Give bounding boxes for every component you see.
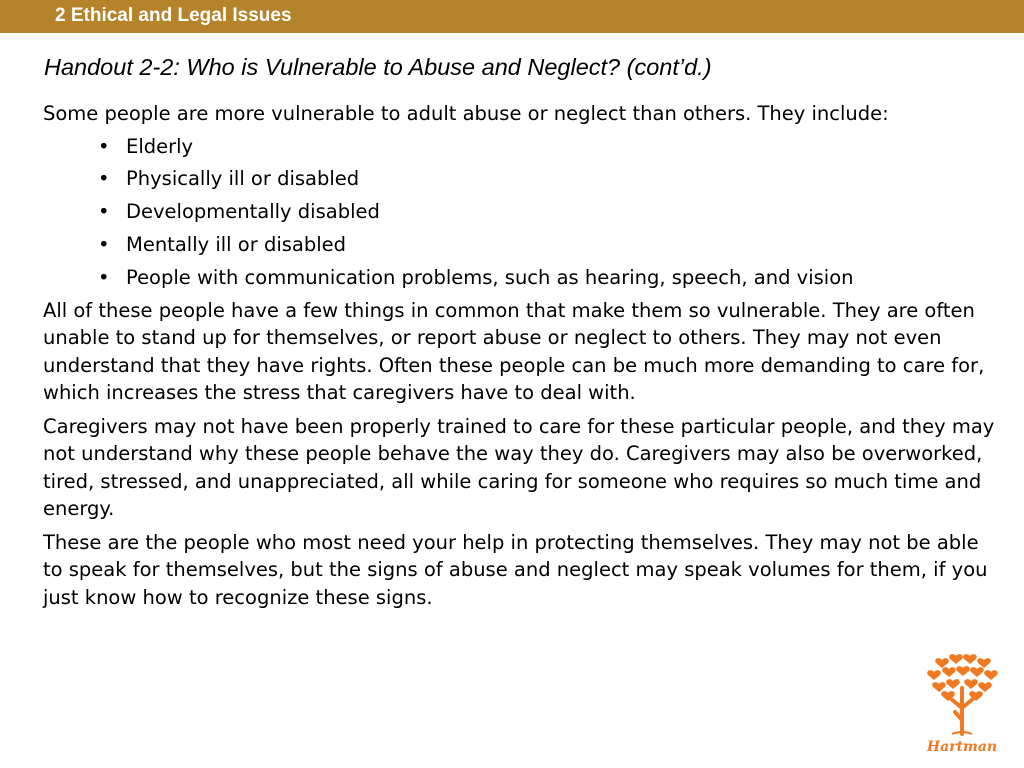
vulnerable-groups-list — [43, 133, 998, 292]
bullet-icon: • — [98, 200, 110, 224]
bullet-icon: • — [98, 266, 110, 290]
bullet-icon: • — [98, 167, 110, 191]
section-header-bar — [0, 0, 1024, 33]
section-title: 2 Ethical and Legal Issues — [55, 5, 292, 26]
hartman-logo — [922, 652, 1002, 756]
list-item — [43, 133, 998, 161]
logo-text: Hartman — [926, 739, 998, 755]
handout-body — [43, 100, 998, 611]
list-item-text: Elderly — [126, 134, 194, 158]
body-paragraph: These are the people who most need your help in protecting themselves. They may not be able to speak for themselves, but the signs of abuse and neglect may speak volumes for them, if you just know how to recognize these signs. — [43, 530, 988, 609]
bullet-icon: • — [98, 134, 110, 158]
intro-paragraph: Some people are more vulnerable to adult abuse or neglect than others. They include: — [43, 102, 889, 125]
list-item-text: Physically ill or disabled — [126, 167, 360, 191]
list-item — [43, 231, 998, 259]
body-paragraph: All of these people have a few things in common that make them so vulnerable. They are often unable to stand up for themselves, or report abuse or neglect to others. They may not even understand that they have rights. Often these people can be much more demanding to care for, which increases the stress that caregivers have to deal with. — [43, 298, 985, 405]
bullet-icon: • — [98, 233, 110, 257]
handout-title: Handout 2-2: Who is Vulnerable to Abuse and Neglect? (cont’d.) — [44, 54, 712, 80]
heart-tree-icon — [922, 652, 1002, 756]
list-item-text: Mentally ill or disabled — [126, 233, 347, 257]
list-item-text: People with communication problems, such as hearing, speech, and vision — [126, 266, 854, 290]
list-item-text: Developmentally disabled — [126, 200, 380, 224]
body-paragraph: Caregivers may not have been properly trained to care for these particular people, and they may not understand why these people behave the way they do. Caregivers may also be overworked, tired, stressed, and unappreciated, all while caring for someone who requires so much time and energy. — [43, 414, 995, 521]
list-item — [43, 165, 998, 193]
list-item — [43, 198, 998, 226]
list-item — [43, 264, 998, 292]
